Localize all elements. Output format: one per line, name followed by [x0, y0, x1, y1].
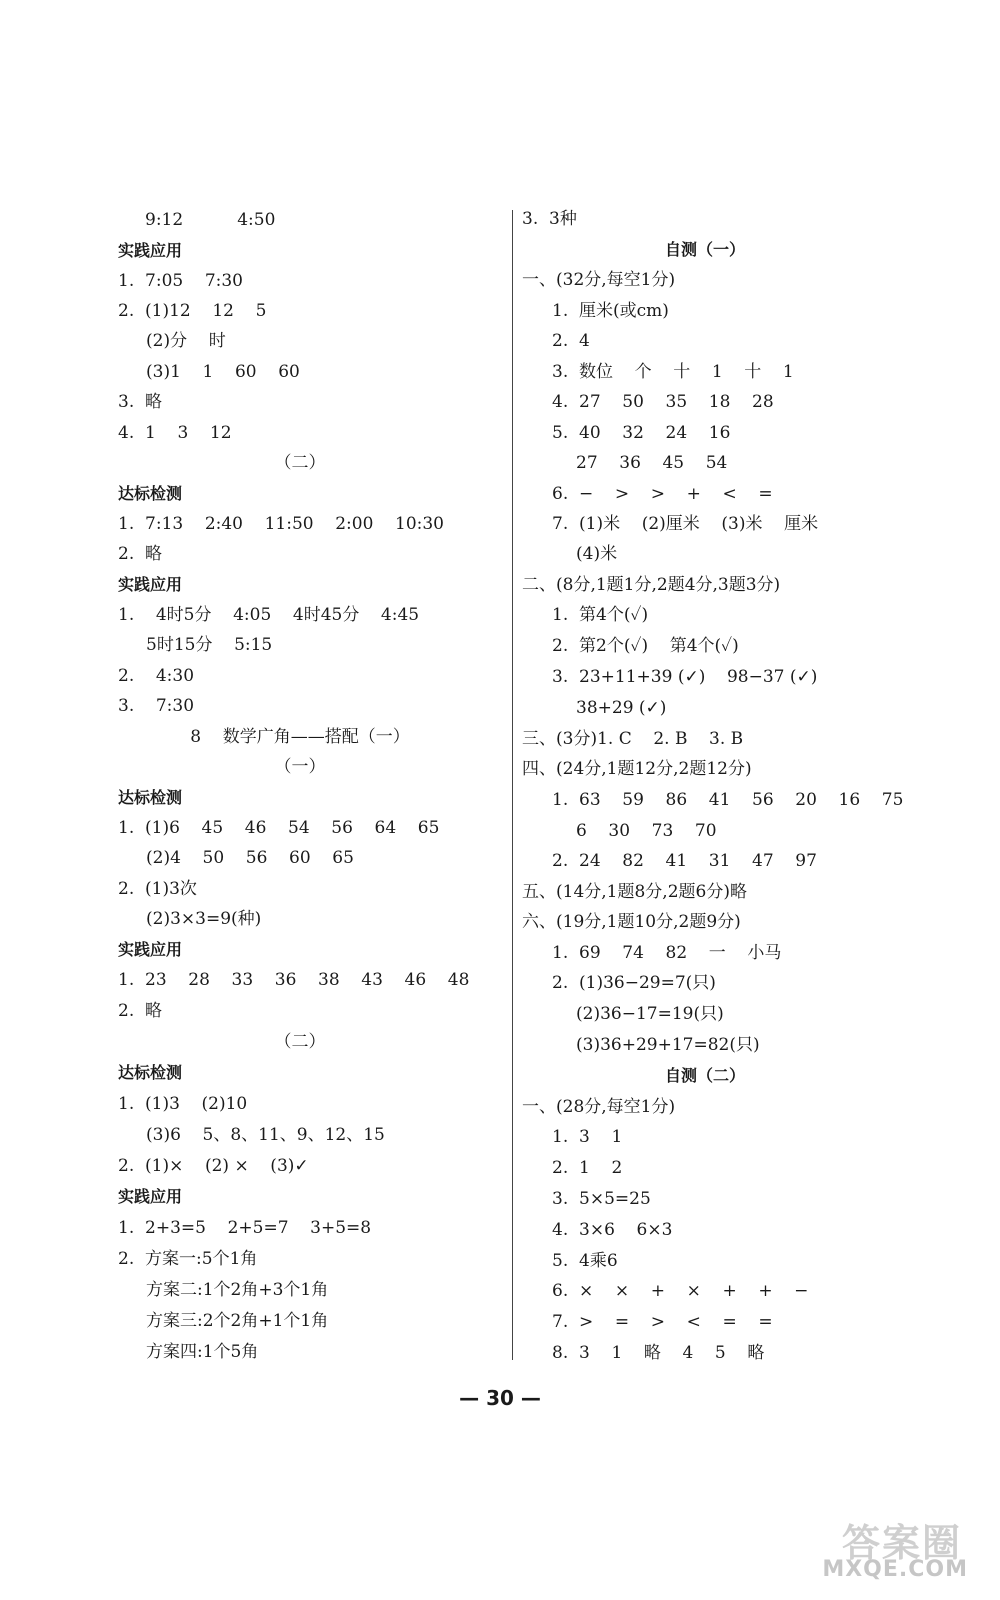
right-column-line: 3. 5×5=25: [552, 1189, 651, 1209]
watermark-logo: [802, 1512, 972, 1582]
left-column-line: (2)4 50 56 60 65: [146, 848, 354, 868]
right-column-line: 1. 第4个(✓): [552, 605, 649, 625]
right-column-line: 六、(19分,1题10分,2题9分): [522, 912, 741, 932]
left-column-line: 5时15分 5:15: [146, 635, 273, 655]
right-column-line: 4. 27 50 35 18 28: [552, 392, 774, 412]
left-column-line: (3)6 5、8、11、9、12、15: [146, 1125, 385, 1145]
left-column-line: 8 数学广角——搭配（一）: [190, 727, 410, 747]
right-column-line: 2. 4: [552, 331, 590, 351]
left-column-line: 方案三:2个2角+1个1角: [146, 1311, 329, 1331]
left-column-line: 达标检测: [118, 788, 183, 807]
right-column-line: 4. 3×6 6×3: [552, 1220, 673, 1240]
left-column-line: 方案四:1个5角: [146, 1342, 259, 1362]
right-column-line: (3)36+29+17=82(只): [576, 1035, 760, 1055]
right-column-line: 三、(3分)1. C 2. B 3. B: [522, 729, 744, 749]
right-column-line: 五、(14分,1题8分,2题6分)略: [522, 882, 747, 902]
right-column-line: 2. 第2个(✓) 第4个(✓): [552, 636, 739, 656]
right-column-line: 一、(32分,每空1分): [522, 270, 676, 290]
left-column-line: 2. 方案一:5个1角: [118, 1249, 258, 1269]
left-column-line: 实践应用: [118, 940, 183, 959]
right-column-line: 7. (1)米 (2)厘米 (3)米 厘米: [552, 514, 819, 534]
left-column-line: 1. (1)3 (2)10: [118, 1094, 248, 1114]
left-column-line: 2. (1)3次: [118, 879, 197, 899]
left-column-line: 2. (1)× (2) × (3)✓: [118, 1156, 309, 1176]
right-column-line: 3. 23+11+39 (✓) 98−37 (✓): [552, 667, 818, 687]
left-column-line: (2)3×3=9(种): [146, 909, 262, 929]
right-column-line: 27 36 45 54: [576, 453, 728, 473]
right-column-line: 3. 3种: [522, 209, 577, 229]
right-column-line: 7. > = > < = =: [552, 1312, 773, 1332]
right-column-line: (4)米: [576, 544, 618, 564]
left-column-line: 达标检测: [118, 1063, 183, 1082]
right-column-line: 自测（一）: [664, 240, 745, 259]
right-column-line: 1. 3 1: [552, 1127, 623, 1147]
left-column-line: 1. 7:13 2:40 11:50 2:00 10:30: [118, 514, 444, 534]
left-column-line: （一）: [274, 757, 326, 777]
right-column-line: 自测（二）: [664, 1066, 745, 1085]
left-column-line: 2. 略: [118, 1001, 163, 1021]
right-column-line: 3. 数位 个 十 1 十 1: [552, 362, 794, 382]
right-column-line: 2. (1)36−29=7(只): [552, 973, 716, 993]
left-column-line: （二）: [274, 453, 326, 473]
right-column-line: 1. 厘米(或cm): [552, 301, 669, 321]
right-column-line: 2. 1 2: [552, 1158, 623, 1178]
left-column-line: 实践应用: [118, 1187, 183, 1206]
left-column-line: (3)1 1 60 60: [146, 362, 300, 382]
left-column-line: 达标检测: [118, 484, 183, 503]
left-column-line: 1. 2+3=5 2+5=7 3+5=8: [118, 1218, 372, 1238]
left-column-line: 方案二:1个2角+3个1角: [146, 1280, 329, 1300]
left-column-line: 3. 7:30: [118, 696, 195, 716]
left-column-line: 4. 1 3 12: [118, 423, 232, 443]
right-column-line: 6. × × + × + + −: [552, 1281, 809, 1301]
column-divider: [512, 210, 513, 1360]
right-column-line: 5. 40 32 24 16: [552, 423, 731, 443]
left-column-line: (2)分 时: [146, 331, 226, 351]
watermark-en: MXQE.COM: [822, 1557, 968, 1582]
right-column-line: 38+29 (✓): [576, 698, 667, 718]
left-column-line: （二）: [274, 1032, 326, 1052]
right-column-line: 二、(8分,1题1分,2题4分,3题3分): [522, 575, 781, 595]
left-column-line: 1. 4时5分 4:05 4时45分 4:45: [118, 605, 420, 625]
right-column-line: 1. 63 59 86 41 56 20 16 75: [552, 790, 904, 810]
page-number: — 30 —: [459, 1386, 541, 1410]
left-column-line: 2. 4:30: [118, 666, 195, 686]
right-column-line: 6 30 73 70: [576, 821, 717, 841]
left-column-line: 2. (1)12 12 5: [118, 301, 267, 321]
right-column-line: 8. 3 1 略 4 5 略: [552, 1343, 765, 1363]
right-column-line: (2)36−17=19(只): [576, 1004, 724, 1024]
right-column-line: 一、(28分,每空1分): [522, 1097, 676, 1117]
right-column-line: 1. 69 74 82 一 小马: [552, 943, 782, 963]
right-column-line: 四、(24分,1题12分,2题12分): [522, 759, 752, 779]
right-column-line: 2. 24 82 41 31 47 97: [552, 851, 817, 871]
left-column-line: 1. (1)6 45 46 54 56 64 65: [118, 818, 440, 838]
watermark-cn: 答案圈: [841, 1521, 962, 1565]
left-column-line: 2. 略: [118, 544, 163, 564]
right-column-line: 5. 4乘6: [552, 1251, 618, 1271]
left-column-line: 1. 23 28 33 36 38 43 46 48: [118, 970, 470, 990]
left-column-line: 9:12 4:50: [145, 210, 276, 230]
left-column-line: 3. 略: [118, 392, 163, 412]
left-column-line: 实践应用: [118, 575, 183, 594]
left-column-line: 实践应用: [118, 241, 183, 260]
right-column-line: 6. − > > + < =: [552, 484, 773, 504]
left-column-line: 1. 7:05 7:30: [118, 271, 243, 291]
